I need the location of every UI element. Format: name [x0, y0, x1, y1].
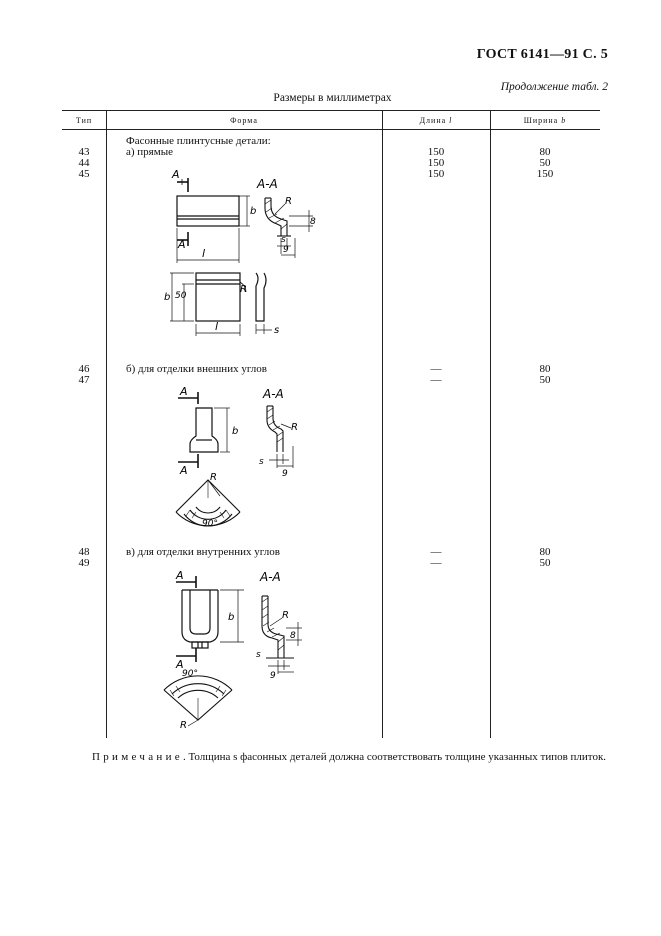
dim-9-label-a: 9: [283, 245, 289, 255]
straight-part-lower-view: [160, 268, 290, 343]
section-label-b: А-А: [263, 387, 284, 401]
dim-r-label-plan-b: R: [210, 472, 217, 483]
width-44: 50: [539, 157, 551, 169]
dim-r-label-c: R: [282, 610, 289, 621]
dim-8-label-c: 8: [290, 631, 296, 641]
dim-9-label-c: 9: [270, 671, 276, 681]
section-c-label: в) для отделки внутренних углов: [126, 546, 280, 558]
straight-part-section: [255, 176, 325, 266]
dim-l-label-lower: l: [215, 320, 219, 333]
col-header-form: Форма: [230, 116, 258, 125]
dim-b-label: b: [250, 206, 257, 217]
table-header-border: [62, 129, 600, 130]
type-47: 47: [78, 374, 90, 386]
outer-corner-section: [255, 384, 315, 479]
dim-r-label-lower: R: [240, 284, 247, 295]
outer-corner-front-view: [172, 384, 262, 479]
units-caption: Размеры в миллиметрах: [273, 92, 392, 104]
dim-l-label: l: [202, 247, 206, 260]
dim-8-label-a: 8: [310, 217, 316, 227]
cut-label-c-bottom: А: [176, 658, 184, 671]
width-46: 80: [539, 363, 551, 375]
cut-label-b-top: А: [180, 385, 188, 398]
dim-r-label-b: R: [291, 422, 298, 433]
width-43: 80: [539, 146, 551, 158]
inner-corner-plan: [158, 668, 242, 732]
length-46: —: [430, 363, 442, 375]
dim-r-label-plan-c: R: [180, 720, 187, 731]
length-43: 150: [427, 146, 445, 158]
note-label: Примечание: [92, 751, 183, 763]
note-text: . Толщина s фасонных деталей должна соответствовать толщине указанных типов плиток.: [182, 751, 607, 763]
section-label-a: А-А: [257, 177, 278, 191]
col-header-type: Тип: [75, 116, 93, 125]
section-b-label: б) для отделки внешних углов: [126, 363, 267, 375]
dim-s-label-a: s: [281, 235, 286, 245]
dim-50-label: 50: [175, 291, 187, 301]
width-47: 50: [539, 374, 551, 386]
group-title: Фасонные плинтусные детали:: [126, 135, 271, 147]
angle-label-c: 90°: [182, 669, 198, 679]
dim-9-label-b: 9: [282, 469, 288, 479]
col-header-width: Ширина b: [523, 116, 567, 125]
width-48: 80: [539, 546, 551, 558]
length-45: 150: [427, 168, 445, 180]
col-divider-3: [490, 110, 491, 738]
dim-r-label-a: R: [285, 196, 292, 207]
table-note: [92, 751, 606, 763]
section-a-label: а) прямые: [126, 146, 173, 158]
cut-label-bottom: А: [178, 238, 186, 251]
cut-label-c-top: А: [176, 569, 184, 582]
type-43: 43: [78, 146, 90, 158]
inner-corner-section: [252, 566, 312, 681]
type-44: 44: [78, 157, 90, 169]
page-header-title: ГОСТ 6141—91 С. 5: [476, 47, 608, 62]
inner-corner-front-view: [170, 568, 260, 671]
length-49: —: [430, 557, 442, 569]
cut-label-b-bottom: А: [180, 464, 188, 477]
length-48: —: [430, 546, 442, 558]
length-44: 150: [427, 157, 445, 169]
length-47: —: [430, 374, 442, 386]
width-45: 150: [536, 168, 554, 180]
continuation-label: Продолжение табл. 2: [500, 81, 608, 93]
type-45: 45: [78, 168, 90, 180]
dim-s-label-b: s: [259, 457, 264, 467]
section-label-c: А-А: [260, 570, 281, 584]
type-48: 48: [78, 546, 90, 558]
width-49: 50: [539, 557, 551, 569]
outer-corner-plan: [168, 468, 248, 528]
straight-part-front-view: [160, 168, 260, 268]
cut-label-top: А: [172, 168, 180, 181]
col-divider-1: [106, 110, 107, 738]
col-header-length: Длина l: [419, 116, 453, 125]
dim-s-label-c: s: [256, 650, 261, 660]
dim-b-label-lower: b: [164, 292, 171, 303]
type-46: 46: [78, 363, 90, 375]
angle-label-b: 90°: [202, 519, 218, 529]
dim-s-label-lower: s: [274, 325, 280, 336]
dim-b-label-c: b: [228, 612, 235, 623]
col-divider-2: [382, 110, 383, 738]
type-49: 49: [78, 557, 90, 569]
dim-b-label-b: b: [232, 426, 239, 437]
table-top-border: [62, 110, 600, 111]
